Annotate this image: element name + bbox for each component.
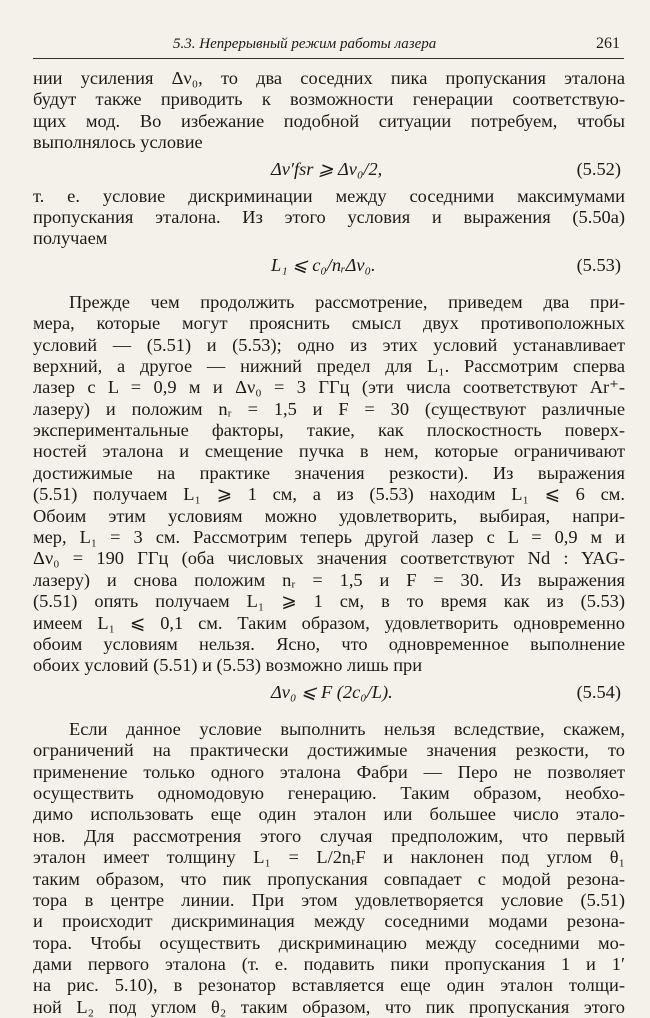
text-line: выполнялось условие (33, 132, 203, 153)
text-line: дами первого эталона (т. е. подавить пики пропускания 1 и 1′ (33, 954, 625, 975)
text-line: лазеру) и снова положим nᵣ = 1,5 и F = 30. Из выражения (33, 569, 625, 590)
text-line: и происходит дискриминация между соседними модами резона- (33, 911, 625, 932)
text-line: мера, которые могут прояснить смысл двух противоположных (33, 313, 625, 334)
paragraph (33, 186, 625, 250)
text-line: верхний, а другое — нижний предел для L₁. Рассмотрим сперва (33, 355, 625, 376)
text-line: тора. Чтобы осуществить дискриминацию между соседними мо- (33, 932, 625, 953)
text-line: лазер с L = 0,9 м и Δν₀ = 3 ГГц (эти числа соответствуют Ar⁺- (33, 377, 625, 398)
equation-number: (5.54) (576, 681, 621, 702)
text-line: Δν₀ = 190 ГГц (оба числовых значения соответствуют Nd : YAG- (33, 548, 625, 569)
text-line: эталон имеет толщину L₁ = L/2nᵣF и наклонен под углом θ₁ (33, 847, 625, 868)
text-line: лазеру) и положим nᵣ = 1,5 и F = 30 (существуют различные (33, 398, 625, 419)
equation-formula: L₁ ⩽ c₀/nᵣΔν₀. (271, 254, 376, 275)
text-line: пропускания эталона. Из этого условия и выражения (5.50а) (33, 206, 625, 227)
text-line: таким образом, что пик пропускания совпадает с модой резона- (33, 868, 625, 889)
text-line: осуществить одномодовую генерацию. Таким образом, необхо- (33, 782, 625, 803)
text-line: ностей эталона и смещение пучка в нем, которые ограничивают (33, 441, 625, 462)
text-line: достижимые на практике значения резкости). Из выражения (33, 462, 625, 483)
equation-number: (5.53) (576, 254, 621, 275)
equation-formula: Δν₀ ⩽ F (2c₀/L). (271, 681, 393, 702)
text-line: ограничений на практически достижимые значения резкости, то (33, 740, 625, 761)
text-line: мер, L₁ = 3 см. Рассмотрим теперь другой лазер с L = 0,9 м и (33, 527, 625, 548)
text-line: ной L₂ под углом θ₂ таким образом, что пик пропускания этого (33, 996, 625, 1017)
text-line: получаем (33, 228, 108, 249)
running-header (33, 30, 624, 59)
paragraph (33, 68, 625, 154)
text-line: тора в центре линии. При этом удовлетворяется условие (5.51) (33, 889, 625, 910)
running-title: 5.3. Непрерывный режим работы лазера (173, 36, 437, 52)
equation-number: (5.52) (576, 158, 621, 179)
page-number: 261 (596, 35, 620, 52)
equation-5-53 (33, 254, 625, 276)
text-line: нии усиления Δν₀, то два соседних пика пропускания эталона (33, 68, 625, 88)
equation-formula: Δν′fsr ⩾ Δν₀/2, (271, 158, 383, 179)
text-line: имеем L₁ ⩽ 0,1 см. Таким образом, удовлетворить одновременно (33, 612, 625, 633)
body-text (33, 68, 625, 1018)
text-line: на рис. 5.10), в резонатор вставляется еще один эталон толщи- (33, 975, 625, 996)
equation-5-54 (33, 681, 625, 703)
text-line: щих мод. Во избежание подобной ситуации потребуем, чтобы (33, 110, 625, 131)
text-line: Прежде чем продолжить рассмотрение, приведем два при- (69, 291, 625, 312)
text-line: будут также приводить к возможности генерации соответствую- (33, 89, 625, 110)
text-line: Если данное условие выполнить нельзя вследствие, скажем, (69, 718, 625, 739)
text-line: условий — (5.51) и (5.53); одно из этих условий устанавливает (33, 334, 625, 355)
text-line: обоим условиям нельзя. Ясно, что одновременное выполнение (33, 633, 625, 654)
text-line: димо использовать еще один эталон или большее число этало- (33, 804, 625, 825)
equation-5-52 (33, 158, 625, 180)
text-line: т. е. условие дискриминации между соседними максимумами (33, 185, 625, 206)
paragraph (33, 292, 625, 677)
text-line: (5.51) опять получаем L₁ ⩾ 1 см, в то время как из (5.53) (33, 591, 625, 612)
text-line: Обоим этим условиям можно удовлетворить, выбирая, напри- (33, 505, 625, 526)
text-line: (5.51) получаем L₁ ⩾ 1 см, а из (5.53) находим L₁ ⩽ 6 см. (33, 484, 625, 505)
text-line: обоих условий (5.51) и (5.53) возможно лишь при (33, 655, 423, 676)
text-line: экспериментальные факторы, такие, как плоскостность поверх- (33, 420, 625, 441)
text-line: нов. Для рассмотрения этого случая предположим, что первый (33, 825, 625, 846)
text-line: применение только одного эталона Фабри — Перо не позволяет (33, 761, 625, 782)
paragraph (33, 719, 625, 1018)
